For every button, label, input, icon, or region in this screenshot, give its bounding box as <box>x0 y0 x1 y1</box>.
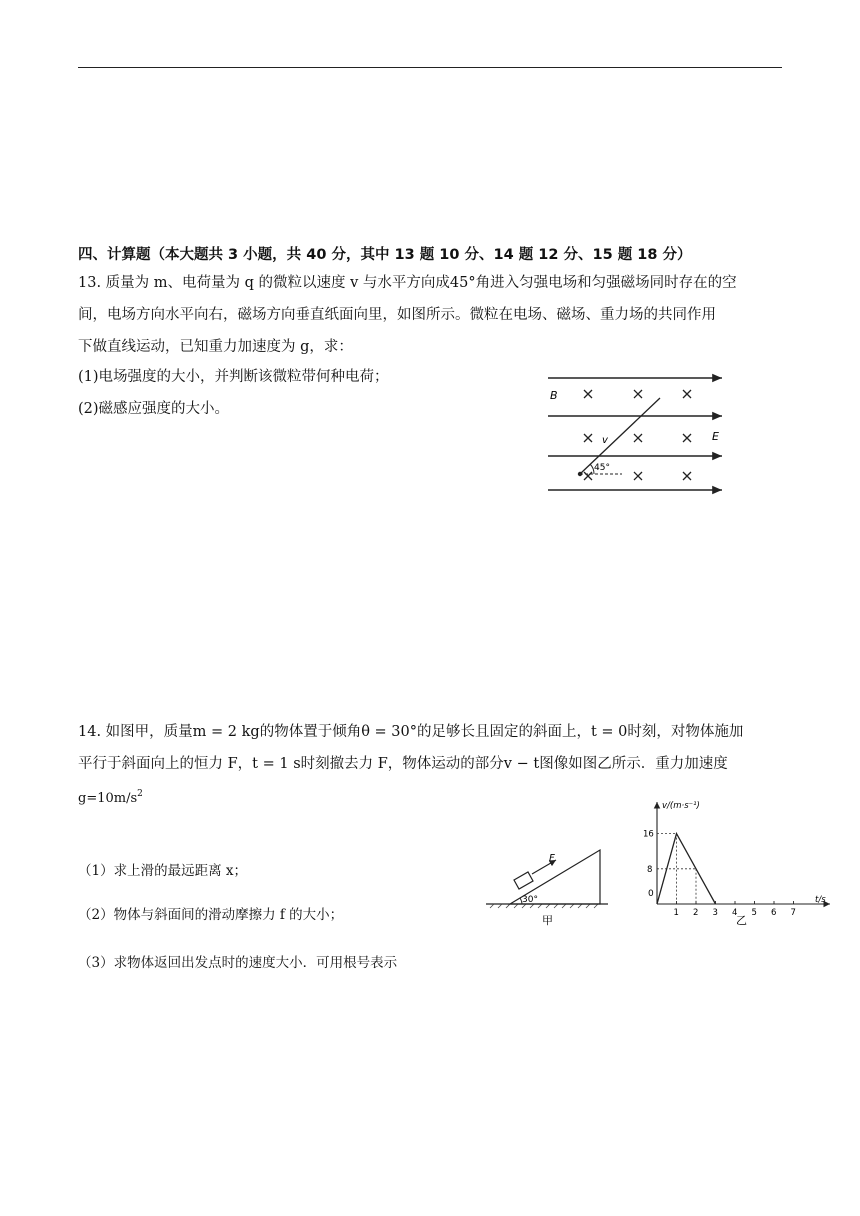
x-tick-label-3: 3 <box>712 908 718 918</box>
q14-line2: 平行于斜面向上的恒力 F，t = 1 s时刻撤去力 F，物体运动的部分v − t图像如图乙所示．重力加速度 <box>78 756 728 772</box>
x-tick-label-7: 7 <box>790 908 796 918</box>
q14-sub2: （2）物体与斜面间的滑动摩擦力 f 的大小； <box>78 907 344 923</box>
q14-gravity: g=10m/s <box>78 791 138 806</box>
x-tick-label-6: 6 <box>771 908 777 918</box>
caption-yi: 乙 <box>736 914 747 927</box>
label-angle: 45° <box>594 463 610 473</box>
trajectory-line <box>580 398 660 474</box>
label-B: B <box>550 389 558 402</box>
y-axis-label: v/(m·s⁻¹) <box>662 801 700 811</box>
field-diagram <box>544 368 734 498</box>
q13-line2: 间，电场方向水平向右，磁场方向垂直纸面向里，如图所示。微粒在电场、磁场、重力场的共同作用 <box>78 307 716 323</box>
label-v: v <box>602 435 608 446</box>
label-E: E <box>712 430 719 443</box>
header-rule <box>78 67 782 68</box>
q14-line3 <box>78 784 143 809</box>
q13-line3: 下做直线运动，已知重力加速度为 g，求： <box>78 339 353 355</box>
q14-gravity-exponent: 2 <box>137 789 143 799</box>
label-F: F <box>549 853 555 864</box>
x-tick-label-1: 1 <box>673 908 679 918</box>
vt-chart <box>636 796 836 930</box>
q14-sub1: （1）求上滑的最远距离 x； <box>78 863 247 879</box>
q14-line1: 14. 如图甲，质量m = 2 kg的物体置于倾角θ = 30°的足够长且固定的斜面上，t = 0时刻，对物体施加 <box>78 724 744 740</box>
x-tick-label-2: 2 <box>693 908 699 918</box>
y-tick-label-16: 16 <box>643 829 654 840</box>
x-tick-label-4: 4 <box>732 908 738 918</box>
q14-sub3: （3）求物体返回出发点时的速度大小．可用根号表示 <box>78 955 398 971</box>
section-title: 四、计算题（本大题共 3 小题，共 40 分，其中 13 题 10 分、14 题 12 分、15 题 18 分） <box>78 247 692 263</box>
q13-line1: 13. 质量为 m、电荷量为 q 的微粒以速度 v 与水平方向成45°角进入匀强电场和匀强磁场同时存在的空 <box>78 275 737 291</box>
x-tick-label-5: 5 <box>751 908 757 918</box>
q13-sub1: (1)电场强度的大小，并判断该微粒带何种电荷； <box>78 369 389 385</box>
origin-label: 0 <box>648 889 654 899</box>
caption-jia: 甲 <box>542 914 553 927</box>
y-tick-label-8: 8 <box>647 864 653 875</box>
label-30: 30° <box>522 895 538 905</box>
incline-figure <box>482 840 612 928</box>
block <box>514 872 533 889</box>
x-axis-label: t/s <box>815 895 826 905</box>
q13-sub2: (2)磁感应强度的大小。 <box>78 401 230 417</box>
